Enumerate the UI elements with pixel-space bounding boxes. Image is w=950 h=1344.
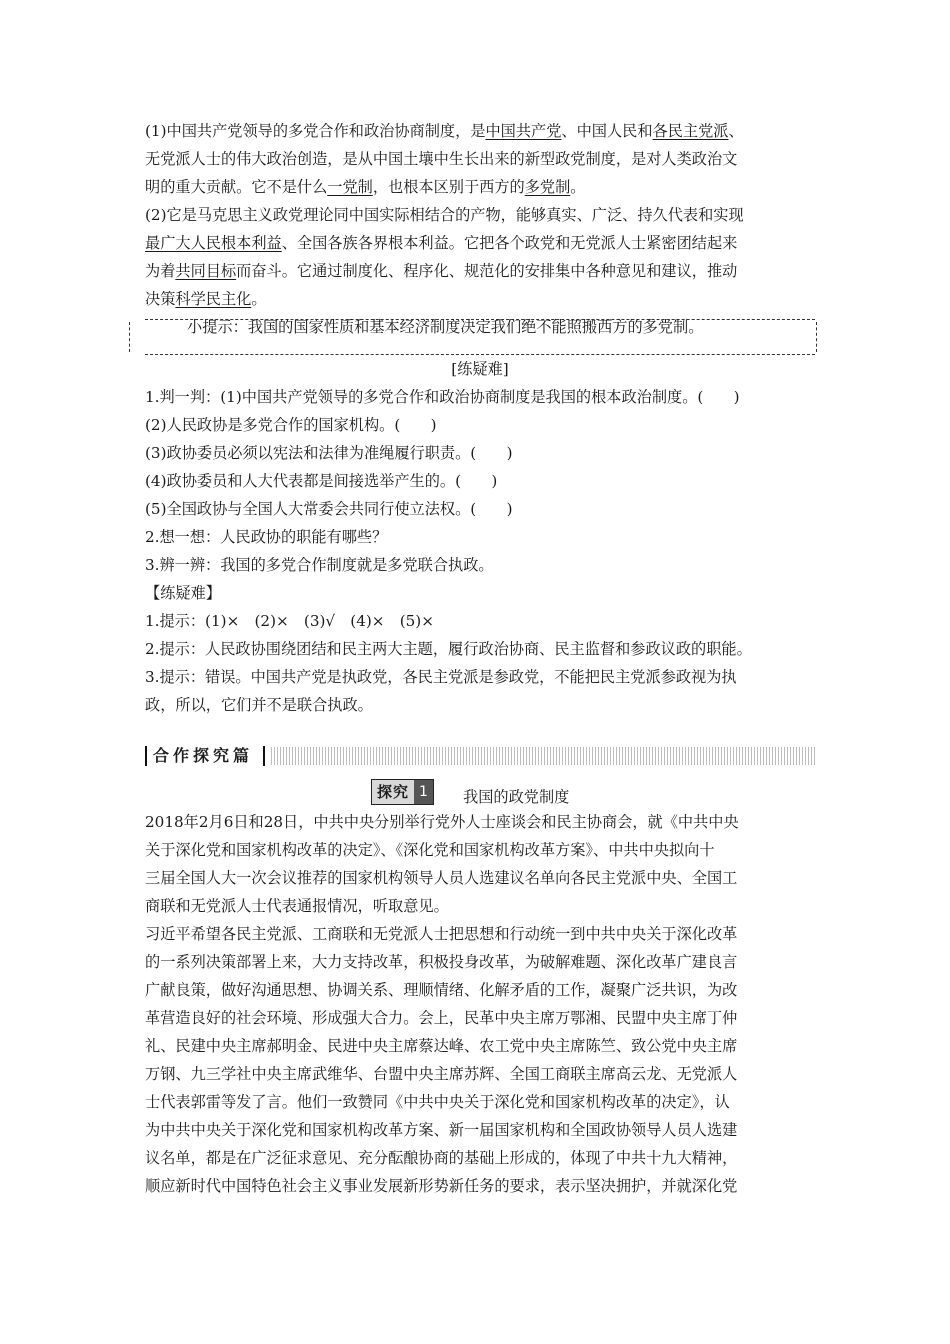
case-line: 革营造良好的社会环境、形成强大合力。会上，民革中央主席万鄂湘、民盟中央主席丁仲: [145, 1009, 738, 1027]
case-line: 2018年2月6日和28日，中共中央分别举行党外人士座谈会和民主协商会，就《中共中央: [145, 813, 739, 831]
underlined-term: 最广大人民根本利益: [145, 234, 282, 252]
text: 。: [570, 178, 586, 196]
practice-q7: 3.辨一辨：我国的多党合作制度就是多党联合执政。: [145, 556, 494, 574]
answer-3-line2: 政，所以，它们并不是联合执政。: [145, 696, 373, 714]
probe-badge: [371, 779, 434, 805]
probe-label: 探究: [372, 780, 414, 804]
underlined-term: 共同目标: [175, 262, 237, 280]
para1-line3: [145, 173, 815, 201]
upper-content: [145, 117, 815, 719]
practice-q1: 1.判一判：(1)中国共产党领导的多党合作和政治协商制度是我国的根本政治制度。( ): [145, 388, 740, 406]
underlined-term: 各民主党派: [652, 122, 729, 140]
practice-q3: (3)政协委员必须以宪法和法律为准绳履行职责。( ): [145, 444, 513, 462]
section-bar-left: [145, 746, 147, 766]
case-text: [145, 808, 815, 1200]
para2-line3: [145, 257, 815, 285]
underlined-term: 多党制: [524, 178, 571, 196]
case-line: 议名单，都是在广泛征求意见、充分酝酿协商的基础上形成的，体现了中共十九大精神，: [145, 1149, 738, 1167]
case-line: 顺应新时代中国特色社会主义事业发展新形势新任务的要求，表示坚决拥护，并就深化党: [145, 1177, 738, 1195]
text: 。: [251, 290, 267, 308]
probe-title: 我国的政党制度: [463, 788, 570, 806]
case-line: 为中共中央关于深化党和国家机构改革方案、新一届国家机构和全国政协领导人员人选建: [145, 1121, 738, 1139]
case-line: 商联和无党派人士代表通报情况，听取意见。: [145, 897, 449, 915]
practice-q2: (2)人民政协是多党合作的国家机构。( ): [145, 416, 437, 434]
section-header: [145, 744, 815, 768]
case-line: 关于深化党和国家机构改革的决定》、《深化党和国家机构改革方案》、中共中央拟向十: [145, 841, 715, 859]
text: 、全国各族各界根本利益。它把各个政党和无党派人士紧密团结起来: [281, 234, 738, 252]
text: (1)中国共产党领导的多党合作和政治协商制度，是: [145, 122, 486, 140]
tip-box: [145, 319, 815, 355]
tip-box-right-border: [816, 322, 817, 352]
underlined-term: 科学民主化: [175, 290, 252, 308]
para2-line1: (2)它是马克思主义政党理论同中国实际相结合的产物，能够真实、广泛、持久代表和实现: [145, 206, 744, 224]
answer-1: 1.提示：(1)× (2)× (3)√ (4)× (5)×: [145, 612, 434, 630]
case-line: 礼、民建中央主席郝明金、民进中央主席蔡达峰、农工党中央主席陈竺、致公党中央主席: [145, 1037, 738, 1055]
section-bar-right: [263, 746, 265, 766]
text: 、中国人民和: [561, 122, 653, 140]
tip-text: 小提示：我国的国家性质和基本经济制度决定我们绝不能照搬西方的多党制。: [187, 318, 704, 336]
probe-heading: [145, 775, 815, 811]
para1-line1: [145, 117, 815, 145]
case-line: 广献良策，做好沟通思想、协调关系、理顺情绪、化解矛盾的工作，凝聚广泛共识，为改: [145, 981, 738, 999]
practice-q4: (4)政协委员和人大代表都是间接选举产生的。( ): [145, 472, 498, 490]
case-line: 三届全国人大一次会议推荐的国家机构领导人员人选建议名单向各民主党派中央、全国工: [145, 869, 738, 887]
case-line: 习近平希望各民主党派、工商联和无党派人士把思想和行动统一到中共中央关于深化改革: [145, 925, 738, 943]
text: 为着: [145, 262, 176, 280]
section-stripe: [271, 747, 815, 765]
probe-number: 1: [414, 780, 433, 804]
text: 决策: [145, 290, 176, 308]
text: 、: [728, 122, 744, 140]
text: 明的重大贡献。它不是什么: [145, 178, 328, 196]
answer-2: 2.提示：人民政协围绕团结和民主两大主题，履行政治协商、民主监督和参政议政的职能。: [145, 640, 752, 658]
case-line: 士代表郭雷等发了言。他们一致赞同《中共中央关于深化党和国家机构改革的决定》，认: [145, 1093, 730, 1111]
case-line: 的一系列决策部署上来，大力支持改革，积极投身改革，为破解难题、深化改革广建良言: [145, 953, 738, 971]
practice-q5: (5)全国政协与全国人大常委会共同行使立法权。( ): [145, 500, 513, 518]
para2-line2: [145, 229, 815, 257]
text: 而奋斗。它通过制度化、程序化、规范化的安排集中各种意见和建议，推动: [236, 262, 738, 280]
practice-heading: [练疑难]: [451, 360, 509, 378]
para1-line2: 无党派人士的伟大政治创造，是从中国土壤中生长出来的新型政党制度，是对人类政治文: [145, 150, 738, 168]
practice-q6: 2.想一想：人民政协的职能有哪些？: [145, 528, 388, 546]
underlined-term: 中国共产党: [485, 122, 562, 140]
text: ，也根本区别于西方的: [372, 178, 525, 196]
para2-line4: [145, 285, 815, 313]
case-line: 万钢、九三学社中央主席武维华、台盟中央主席苏辉、全国工商联主席高云龙、无党派人: [145, 1065, 738, 1083]
answer-3-line1: 3.提示：错误。中国共产党是执政党，各民主党派是参政党，不能把民主党派参政视为执: [145, 668, 737, 686]
underlined-term: 一党制: [327, 178, 373, 196]
answers-heading: 【练疑难】: [145, 584, 221, 602]
tip-box-left-border: [129, 322, 130, 352]
section-title: 合作探究篇: [153, 746, 254, 765]
